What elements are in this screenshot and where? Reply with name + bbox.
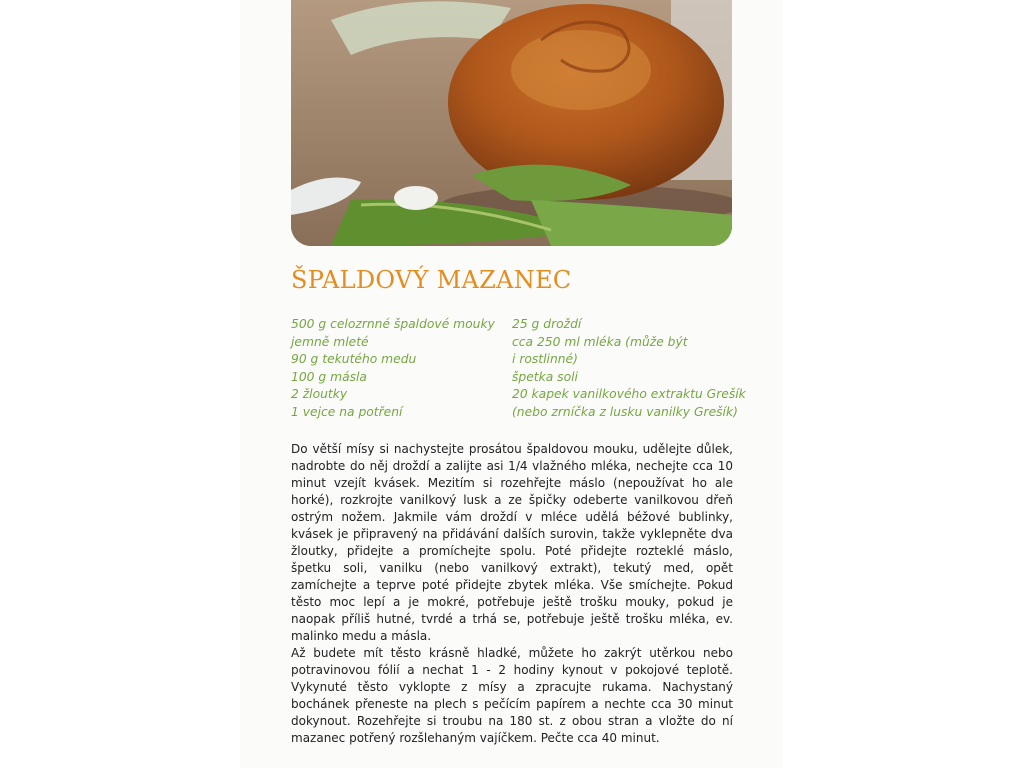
ingredient-item: 1 vejce na potření xyxy=(291,404,403,419)
ingredient-item: i rostlinné) xyxy=(512,352,578,366)
ingredient-item: (nebo zrníčka z lusku vanilky Grešík) xyxy=(512,404,738,419)
ingredient-item: 100 g másla xyxy=(291,369,367,384)
ingredient-item: jemně mleté xyxy=(291,334,369,349)
ingredient-item: 25 g droždí xyxy=(512,317,582,331)
ingredient-item: 90 g tekutého medu xyxy=(291,352,417,366)
recipe-instructions xyxy=(291,441,733,747)
recipe-title: ŠPALDOVÝ MAZANEC xyxy=(291,266,572,294)
ingredient-item: 20 kapek vanilkového extraktu Grešík xyxy=(512,387,746,401)
ingredient-item: 500 g celozrnné špaldové mouky xyxy=(291,317,495,331)
ingredient-item: cca 250 ml mléka (může být xyxy=(512,334,688,349)
ingredient-item: špetka soli xyxy=(512,369,578,384)
ingredient-item: 2 žloutky xyxy=(291,387,348,401)
mazanec-photo xyxy=(291,0,732,246)
instruction-paragraph: Do větší mísy si nachystejte prosátou špaldovou mouku, udělejte důlek, nadrobte do něj droždí a zalijte asi 1/4 vlažného mléka, nechejte cca 10 minut vzejít kvásek. Mezitím si rozehřejte máslo (nepoužívat ho ale horké), rozkrojte vanilkový lusk a ze špičky odeberte vanilkovou dřeň ostrým nožem. Jakmile vám droždí v mléce udělá béžové bublinky, kvásek je připravený na přidávání dalších surovin, takže vyklepněte dva žloutky, přidejte a promíchejte spolu. Poté přidejte rozteklé máslo, špetku soli, vanilku (nebo vanilkový extrakt), tekutý med, opět zamíchejte a teprve poté přidejte zbytek mléka. Vše smíchejte. Pokud těsto moc lepí a je mokré, potřebuje ještě trošku mouky, pokud je naopak příliš hutné, tvrdé a trhá se, potřebuje ještě trošku mléka, ev. malinko medu a másla. xyxy=(291,442,733,643)
ingredients-list-left xyxy=(291,316,495,421)
ingredients-list-right xyxy=(512,316,746,421)
instruction-paragraph: Až budete mít těsto krásně hladké, můžete ho zakrýt utěrkou nebo potravinovou fólií a nechat 1 - 2 hodiny kynout v pokojové teplotě. Vykynuté těsto vyklopte z mísy a zpracujte rukama. Nachystaný bochánek přeneste na plech s pečícím papírem a nechte cca 30 minut dokynout. Rozehřejte si troubu na 180 st. z obou stran a vložte do ní mazanec potřený rozšlehaným vajíčkem. Pečte cca 40 minut. xyxy=(291,646,733,745)
